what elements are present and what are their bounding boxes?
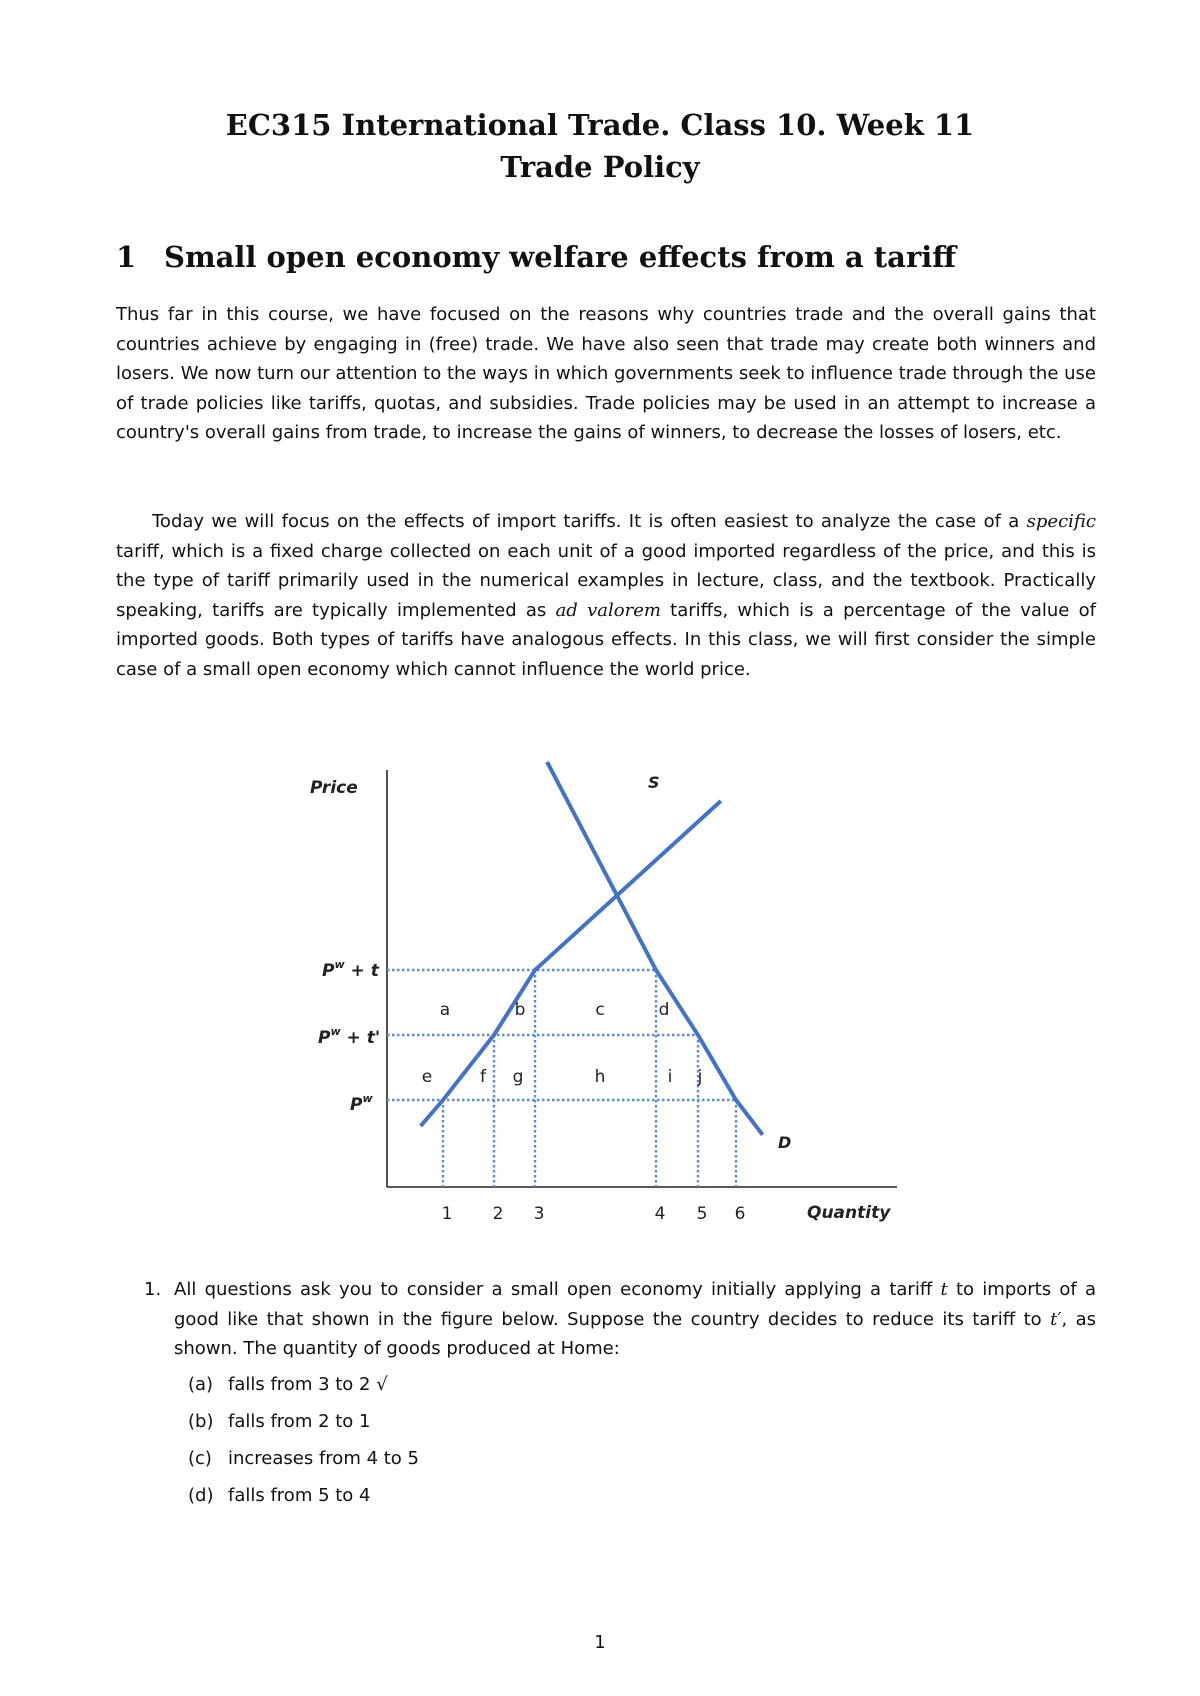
variable-t: t	[940, 1279, 948, 1300]
check-mark-icon: √	[376, 1374, 388, 1395]
tariff-figure	[300, 760, 920, 1230]
option-text: increases from 4 to 5	[228, 1448, 419, 1469]
page-number: 1	[594, 1632, 606, 1653]
question-text	[174, 1275, 1096, 1364]
question-text-part: All questions ask you to consider a small open economy initially applying a tariff	[174, 1279, 941, 1300]
price-level-label: $P^w + t'$	[318, 1025, 381, 1048]
question-text-part: , as shown. The quantity of goods produced at Home:	[174, 1308, 1096, 1359]
x-axis-label: Quantity	[807, 1203, 891, 1223]
area-label: j	[697, 1067, 703, 1087]
option-label: (c)	[188, 1448, 212, 1469]
supply-label: S	[648, 773, 660, 792]
option-c	[188, 1440, 419, 1477]
option-label: (d)	[188, 1485, 214, 1506]
section-number: 1	[116, 240, 137, 274]
demand-label: D	[778, 1133, 792, 1152]
quantity-tick-label: 4	[654, 1204, 666, 1224]
supply-curve	[421, 801, 721, 1126]
section-title: Small open economy welfare effects from a tariff	[164, 240, 957, 274]
option-label: (a)	[188, 1374, 214, 1395]
document-subtitle: Trade Policy	[500, 150, 700, 184]
option-text: falls from 5 to 4	[228, 1485, 371, 1506]
emphasis-specific: specific	[1026, 511, 1096, 532]
option-text: falls from 3 to 2	[228, 1374, 371, 1395]
price-level-label: $P^w$	[350, 1092, 373, 1115]
quantity-tick-label: 1	[441, 1204, 453, 1224]
paragraph-text: tariffs, which is a percentage of the value of imported goods. Both types of tariffs have analogous effects. In this class, we will first consider the simple case of a small open economy which cannot influence the world price.	[116, 599, 1096, 680]
variable-t-prime: t′	[1050, 1308, 1062, 1330]
area-label: d	[658, 1000, 670, 1020]
section-heading	[116, 240, 956, 274]
area-label: b	[514, 1000, 526, 1020]
area-label: i	[667, 1067, 673, 1087]
paragraph-text: Today we will focus on the effects of import tariffs. It is often easiest to analyze the case of a	[152, 511, 1027, 532]
area-label: f	[480, 1067, 486, 1087]
emphasis-ad-valorem: ad valorem	[555, 599, 661, 621]
quantity-tick-label: 3	[533, 1204, 545, 1224]
option-text: falls from 2 to 1	[228, 1411, 371, 1432]
area-label: g	[512, 1067, 524, 1087]
question-number: 1.	[144, 1279, 162, 1300]
y-axis-label: Price	[310, 778, 358, 798]
option-b	[188, 1403, 419, 1440]
option-a	[188, 1366, 419, 1403]
option-d	[188, 1477, 419, 1514]
question-1	[144, 1275, 1096, 1364]
paragraph-text: tariff, which is a fixed charge collected on each unit of a good imported regardless of the price, and this is the type of tariff primarily used in the numerical examples in lecture, class, and the textbook. Practically speaking, tariffs are typically implemented as	[116, 540, 1096, 621]
quantity-tick-label: 6	[734, 1204, 746, 1224]
area-label: a	[439, 1000, 451, 1020]
question-text-part: to imports of a good like that shown in the figure below. Suppose the country decides to reduce its tariff to	[174, 1279, 1096, 1330]
area-label: c	[595, 1000, 605, 1020]
option-label: (b)	[188, 1411, 214, 1432]
tariff-paragraph	[116, 507, 1096, 684]
answer-options	[188, 1366, 419, 1514]
demand-curve	[547, 762, 763, 1135]
document-title: EC315 International Trade. Class 10. Week 11	[225, 108, 975, 142]
quantity-tick-label: 5	[696, 1204, 708, 1224]
intro-paragraph: Thus far in this course, we have focused on the reasons why countries trade and the overall gains that countries achieve by engaging in (free) trade. We have also seen that trade may create both winners and losers. We now turn our attention to the ways in which governments seek to influence trade through the use of trade policies like tariffs, quotas, and subsidies. Trade policies may be used in an attempt to increase a country's overall gains from trade, to increase the gains of winners, to decrease the losses of losers, etc.	[116, 304, 1096, 443]
quantity-tick-label: 2	[492, 1204, 504, 1224]
area-label: e	[421, 1067, 433, 1087]
area-label: h	[594, 1067, 606, 1087]
price-level-label: $P^w + t$	[322, 958, 379, 981]
